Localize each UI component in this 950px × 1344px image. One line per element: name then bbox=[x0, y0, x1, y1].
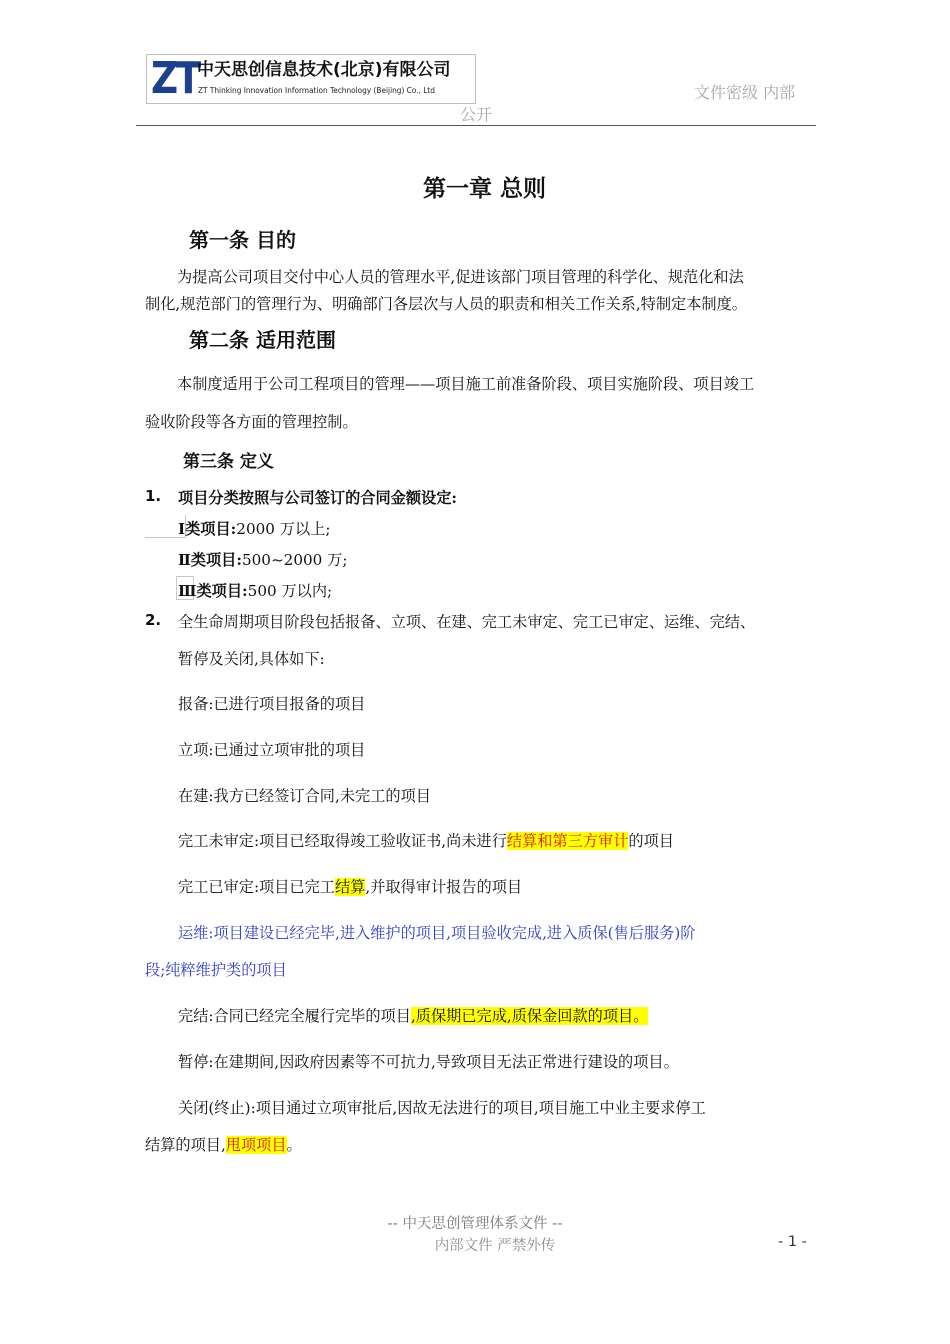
company-name-cn: 中天思创信息技术(北京)有限公司 bbox=[197, 60, 451, 80]
article-1-line-2: 制化,规范部门的管理行为、明确部门各层次与人员的职责和相关工作关系,特制定本制度。 bbox=[145, 295, 747, 313]
def-wangong-yishending-text: 完工已审定:项目已完工 bbox=[178, 878, 335, 896]
footer-confidential: 内部文件 严禁外传 bbox=[434, 1238, 556, 1254]
def-guanbi-line-1: 关闭(终止):项目通过立项审批后,因故无法进行的项目,项目施工中业主要求停工 bbox=[178, 1099, 706, 1117]
security-level-continued: 公开 bbox=[460, 105, 493, 124]
list-item-2-line-1: 全生命周期项目阶段包括报备、立项、在建、完工未审定、完工已审定、运维、完结、 bbox=[178, 613, 756, 631]
def-wangong-yishending bbox=[178, 876, 522, 898]
def-wangong-weishending-text: 完工未审定:项目已经取得竣工验收证书,尚未进行 bbox=[178, 832, 507, 850]
article-1-line-1: 为提高公司项目交付中心人员的管理水平,促进该部门项目管理的科学化、规范化和法 bbox=[177, 268, 744, 286]
def-lixiang: 立项:已通过立项审批的项目 bbox=[178, 741, 366, 759]
def-guanbi-text: 结算的项目, bbox=[145, 1136, 226, 1154]
page-number: - 1 - bbox=[778, 1234, 807, 1250]
class-1-value: 2000 万以上; bbox=[236, 520, 331, 538]
class-3-value: 500 万以内; bbox=[247, 582, 333, 600]
class-2-row bbox=[178, 549, 347, 571]
class-2-value: 500~2000 万; bbox=[241, 551, 348, 569]
article-2-line-1: 本制度适用于公司工程项目的管理——项目施工前准备阶段、项目实施阶段、项目竣工 bbox=[177, 375, 755, 393]
list-item-2-line-2: 暂停及关闭,具体如下: bbox=[178, 650, 325, 668]
header-divider bbox=[136, 125, 816, 126]
def-wanjie bbox=[178, 1005, 648, 1027]
logo-mark: ZT bbox=[151, 53, 199, 104]
def-wangong-weishending-tail: 的项目 bbox=[628, 832, 674, 850]
highlighted-text: 甩项项目 bbox=[225, 1136, 287, 1154]
company-name-en: ZT Thinking Innovation Information Technology (Beijing) Co., Ltd bbox=[198, 86, 435, 95]
list-item-1-text: 项目分类按照与公司签订的合同金额设定: bbox=[178, 489, 457, 507]
list-number-2: 2. bbox=[145, 611, 162, 629]
def-wangong-weishending bbox=[178, 830, 674, 852]
highlighted-text: 结算和第三方审计 bbox=[506, 832, 629, 850]
def-guanbi-line-2 bbox=[145, 1134, 302, 1156]
def-yunwei-line-2: 段;纯粹维护类的项目 bbox=[145, 961, 287, 979]
company-logo bbox=[146, 54, 476, 104]
footer-system-doc: -- 中天思创管理体系文件 -- bbox=[387, 1216, 563, 1232]
highlighted-text: 结算 bbox=[335, 878, 366, 896]
class-3-label: Ⅲ类项目: bbox=[178, 582, 248, 600]
def-yunwei-line-1: 运维:项目建设已经完毕,进入维护的项目,项目验收完成,进入质保(售后服务)阶 bbox=[178, 924, 696, 942]
class-3-row bbox=[178, 580, 332, 602]
list-number-1: 1. bbox=[145, 487, 162, 505]
article-2-title: 第二条 适用范围 bbox=[189, 328, 336, 352]
article-3-title: 第三条 定义 bbox=[183, 452, 274, 472]
class-2-label: Ⅱ类项目: bbox=[178, 551, 242, 569]
class-1-label: Ⅰ类项目: bbox=[178, 520, 237, 538]
def-wangong-yishending-tail: ,并取得审计报告的项目 bbox=[365, 878, 523, 896]
def-baobei: 报备:已进行项目报备的项目 bbox=[178, 695, 366, 713]
def-wanjie-text: 完结:合同已经完全履行完毕的项目 bbox=[178, 1007, 411, 1025]
def-zaijian: 在建:我方已经签订合同,未完工的项目 bbox=[178, 787, 431, 805]
article-1-title: 第一条 目的 bbox=[189, 228, 296, 252]
def-guanbi-tail: 。 bbox=[286, 1136, 302, 1154]
class-1-row bbox=[178, 518, 330, 540]
article-2-line-2: 验收阶段等各方面的管理控制。 bbox=[145, 413, 358, 431]
highlighted-text: ,质保期已完成,质保金回款的项目。 bbox=[410, 1007, 649, 1025]
security-level: 文件密级 内部 bbox=[694, 83, 796, 102]
chapter-title: 第一章 总则 bbox=[423, 176, 547, 202]
def-zanting: 暂停:在建期间,因政府因素等不可抗力,导致项目无法正常进行建设的项目。 bbox=[178, 1053, 679, 1071]
